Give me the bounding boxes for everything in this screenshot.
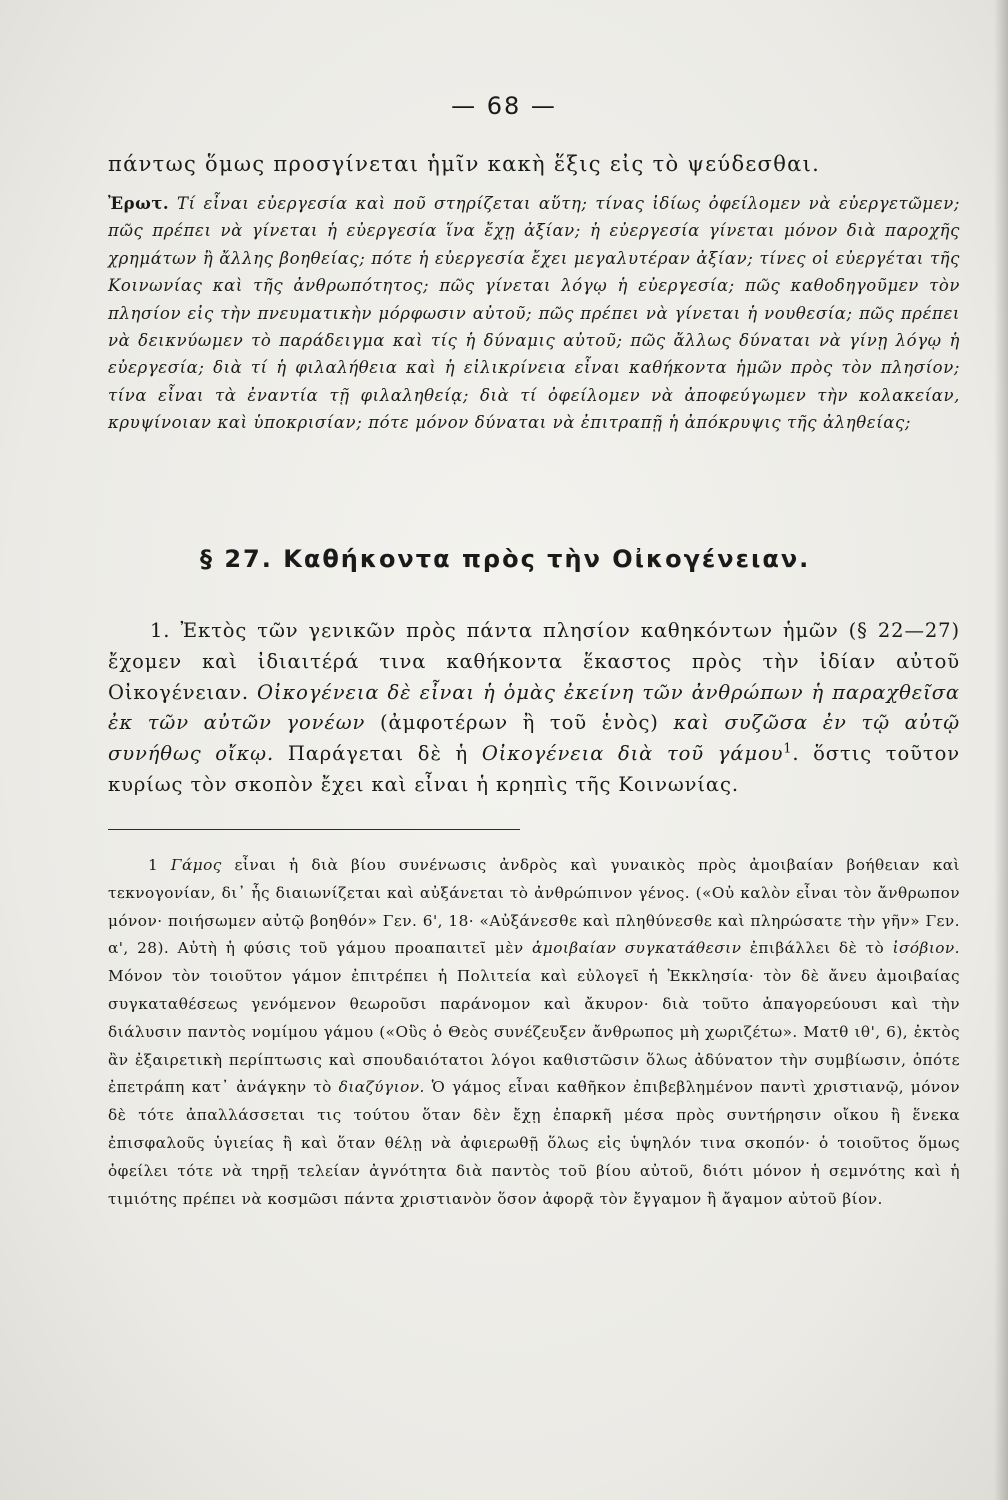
footnote-number: 1	[148, 856, 159, 874]
section-heading	[200, 545, 900, 573]
footnote-italic-4: διαζύγιον.	[338, 1078, 425, 1097]
section-number: 27.	[224, 545, 273, 573]
section-title-text: Καθήκοντα πρὸς τὴν Οἰκογένειαν.	[283, 545, 811, 573]
footnote-text-1: εἶναι ἡ διὰ βίου συνένωσις ἀνδρὸς καὶ γυναικὸς πρὸς ἀμοιβαίαν βοήθειαν καὶ τεκνογονίαν, δι᾽ ἧς διαιωνίζεται καὶ αὐξάνεται τὸ ἀνθρώπινον γένος. («Οὐ καλὸν εἶναι τὸν ἄνθρωπον μόνον· ποιήσωμεν αὐτῷ βοηθόν» Γεν. 6', 18· «Αὐξάνεσθε καὶ πληθύνεσθε καὶ πληρώσατε τὴν γῆν» Γεν. α', 28). Αὐτὴ ἡ φύσις τοῦ γάμου προαπαιτεῖ μὲν	[108, 856, 960, 958]
paragraph-text-3: Παράγεται δὲ ἡ	[287, 742, 469, 766]
footnote-text-2: ἐπιβάλλει δὲ τὸ	[749, 939, 885, 958]
paragraph-italic-1: Οἰκογένεια δὲ εἶναι ἡ ὁμὰς ἐκείνη τῶν ἀνθρώπων ἡ παραχθεῖσα ἐκ τῶν αὐτῶν γονέων	[108, 680, 960, 735]
questions-label: Ἐρωτ.	[108, 194, 170, 213]
footnote-divider	[108, 829, 520, 830]
page-edge-shadow	[994, 0, 1008, 1500]
footnote-reference[interactable]: 1	[783, 740, 793, 756]
footnote-italic-3: ἰσόβιον.	[892, 939, 960, 958]
paragraph-text-1: 1. Ἐκτὸς τῶν γενικῶν πρὸς πάντα πλησίον καθηκόντων ἡμῶν (§ 22—27) ἔχομεν καὶ ἰδιαιτέρά τινα καθήκοντα ἕκαστος πρὸς τὴν ἰδίαν αὐτοῦ Οἰκογένειαν.	[108, 619, 960, 704]
paragraph-text-2: (ἀμφοτέρων ἢ τοῦ ἑνὸς)	[380, 711, 659, 735]
intro-line: πάντως ὅμως προσγίνεται ἡμῖν κακὴ ἕξις εἰς τὸ ψεύδεσθαι.	[108, 152, 821, 176]
paragraph-italic-3: Οἰκογένεια διὰ τοῦ γάμου	[481, 742, 784, 766]
page-number: — 68 —	[451, 92, 557, 120]
footnote-italic-2: ἀμοιβαίαν συγκατάθεσιν	[532, 939, 742, 958]
footnote-italic-1: Γάμος	[170, 856, 222, 874]
review-questions	[108, 190, 960, 437]
footnote-text-4: Ὁ γάμος εἶναι καθῆκον ἐπιβεβλημένον παντὶ χριστιανῷ, μόνον δὲ τότε ἀπαλλάσσεται τις τούτου ὅταν δὲν ἔχῃ ἐπαρκῆ μέσα πρὸς συντήρησιν οἴκου ἢ ἕνεκα ἐπισφαλοῦς ὑγιείας ἢ καὶ ὅταν θέλῃ νὰ ἀφιερωθῇ ὅλως εἰς ὑψηλόν τινα σκοπόν· ὁ τοιοῦτος ὅμως ὀφείλει τότε νὰ τηρῇ τελείαν ἀγνότητα διὰ παντὸς τοῦ βίου αὐτοῦ, διότι μόνον ἡ σεμνότης καὶ ἡ τιμιότης πρέπει νὰ κοσμῶσι πάντα χριστιανὸν ὅσον ἀφορᾷ τὸν ἔγγαμον ἢ ἄγαμον αὐτοῦ βίον.	[108, 1078, 961, 1208]
paragraph-text-4: . ὅστις τοῦτον κυρίως τὸν σκοπὸν ἔχει καὶ εἶναι ἡ κρηπὶς τῆς Κοινωνίας.	[108, 742, 960, 796]
main-paragraph	[108, 616, 960, 801]
footnote-text-3: Μόνον τὸν τοιοῦτον γάμον ἐπιτρέπει ἡ Πολιτεία καὶ εὐλογεῖ ἡ Ἐκκλησία· τὸν δὲ ἄνευ ἀμοιβαίας συγκαταθέσεως γενόμενον θεωροῦσι παράνομον καὶ ἄκυρον· διὰ τοῦτο ἀπαγορεύουσι καὶ τὴν διάλυσιν παντὸς νομίμου γάμου («Οὓς ὁ Θεὸς συνέζευξεν ἄνθρωπος μὴ χωριζέτω». Ματθ ιθ', 6), ἐκτὸς ἂν ἐξαιρετικὴ περίπτωσις καὶ σπουδαιότατοι λόγοι καθιστῶσιν ὅλως ἀδύνατον τὴν συμβίωσιν, ὁπότε ἐπετράπη κατ᾽ ἀνάγκην τὸ	[108, 967, 960, 1097]
questions-text: Τί εἶναι εὐεργεσία καὶ ποῦ στηρίζεται αὕτη; τίνας ἰδίως ὀφείλομεν νὰ εὐεργετῶμεν; πῶς πρέπει νὰ γίνεται ἡ εὐεργεσία ἵνα ἔχῃ ἀξίαν; ἡ εὐεργεσία γίνεται μόνον διὰ παροχῆς χρημάτων ἢ ἄλλης βοηθείας; πότε ἡ εὐεργεσία ἔχει μεγαλυτέραν ἀξίαν; τίνες οἱ εὐεργέται τῆς Κοινωνίας καὶ τῆς ἀνθρωπότητος; πῶς γίνεται λόγῳ ἡ εὐεργεσία; πῶς καθοδηγοῦμεν τὸν πλησίον εἰς τὴν πνευματικὴν μόρφωσιν αὐτοῦ; πῶς πρέπει νὰ γίνεται ἡ νουθεσία; πῶς πρέπει νὰ δεικνύωμεν τὸ παράδειγμα καὶ τίς ἡ δύναμις αὐτοῦ; πῶς ἄλλως δύναται νὰ γίνῃ λόγῳ ἡ εὐεργεσία; διὰ τί ἡ φιλαλήθεια καὶ ἡ εἰλικρίνεια εἶναι καθήκοντα ἡμῶν πρὸς τὸν πλησίον; τίνα εἶναι τὰ ἐναντία τῇ φιλαληθείᾳ; διὰ τί ὀφείλομεν νὰ ἀποφεύγωμεν τὴν κολακείαν, κρυψίνοιαν καὶ ὑποκρισίαν; πότε μόνον δύναται νὰ ἐπιτραπῇ ἡ ἀπόκρυψις τῆς ἀληθείας;	[108, 194, 960, 433]
footnote	[108, 852, 960, 1213]
section-symbol: §	[200, 545, 214, 573]
paragraph-italic-2: καὶ συζῶσα ἐν τῷ αὐτῷ συνήθως οἴκῳ.	[108, 711, 960, 766]
